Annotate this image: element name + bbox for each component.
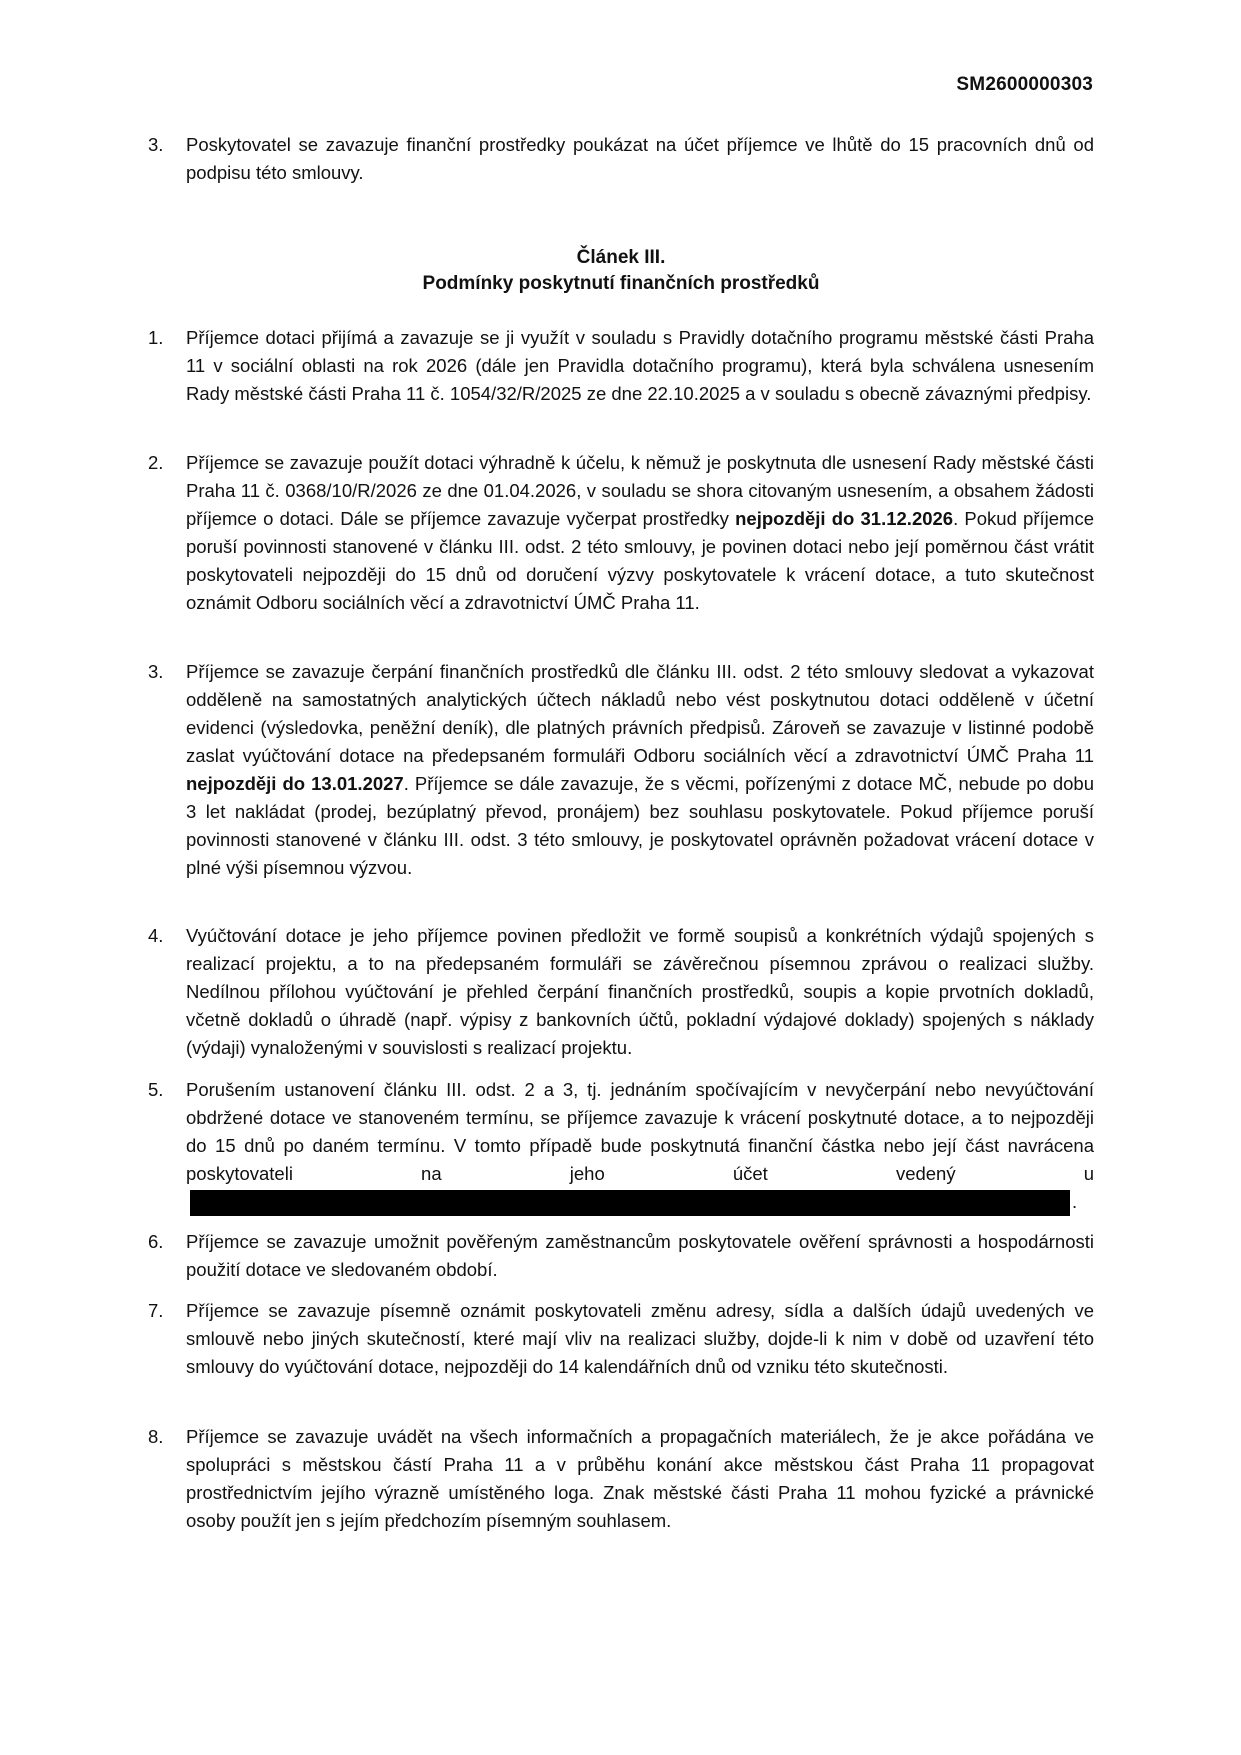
list-item-3 [148,658,1094,882]
document-id: SM2600000303 [956,74,1093,95]
item-text: Příjemce se zavazuje uvádět na všech informačních a propagačních materiálech, že je akce pořádána ve spolupráci s městskou částí Praha 11 a v průběhu konání akce městskou část Praha 11 propagovat prostřednictvím jejího výrazně umístěného loga. Znak městské části Praha 11 mohou fyzické a právnické osoby použít jen s jejím předchozím písemným souhlasem. [186,1426,1094,1531]
list-item-7 [148,1297,1094,1381]
item-text: Příjemce se zavazuje písemně oznámit poskytovateli změnu adresy, sídla a dalších údajů uvedených ve smlouvě nebo jiných skutečností, které mají vliv na realizaci služby, dojde-li k nim v době od uzavření této smlouvy do vyúčtování dotace, nejpozději do 14 kalendářních dnů od vzniku této skutečnosti. [186,1300,1094,1377]
item-text [186,449,1094,617]
redaction-bar [190,1190,1070,1216]
deadline-bold: nejpozději do 13.01.2027 [186,773,404,794]
list-item-prev-3 [148,131,1094,187]
item-number: 5. [148,1079,164,1100]
deadline-bold: nejpozději do 31.12.2026 [735,508,954,529]
item-text-part: Porušením ustanovení článku III. odst. 2 a 3, tj. jednáním spočívajícím v nevyčerpání nebo nevyúčtování obdržené dotace ve stanoveném termínu, se příjemce zavazuje k vrácení poskytnuté dotace, a to nejpozději do 15 dnů po daném termínu. V tomto případě bude poskytnutá finanční částka nebo její část navrácena poskytovateli na jeho účet vedený u [186,1079,1094,1184]
list-item-6 [148,1228,1094,1284]
list-item-1 [148,324,1094,408]
item-text [186,658,1094,882]
list-item-2 [148,449,1094,617]
list-item-4 [148,922,1094,1062]
item-text-part: . Pokud příjemce poruší povinnosti stanovené v článku III. odst. 2 této smlouvy, je povinen dotaci nebo její poměrnou část vrátit poskytovateli nejpozději do 15 dnů od doručení výzvy poskytovatele k vrácení dotace, a tuto skutečnost oznámit Odboru sociálních věcí a zdravotnictví ÚMČ Praha 11. [186,508,1094,613]
item-text-end: . [1072,1191,1078,1212]
article-title: Článek III. [576,247,666,268]
item-number: 6. [148,1231,164,1252]
item-number: 7. [148,1300,164,1321]
list-item-5 [148,1076,1094,1216]
item-number: 3. [148,661,164,682]
item-number: 8. [148,1426,164,1447]
item-text-part: Příjemce se zavazuje použít dotaci výhradně k účelu, k němuž je poskytnuta dle usnesení Rady městské části Praha 11 č. 0368/10/R/2026 ze dne 01.04.2026, v souladu se shora citovaným usnesením, a obsahem žádosti příjemce o dotaci. Dále se příjemce zavazuje vyčerpat prostředky [186,452,1094,529]
article-subtitle: Podmínky poskytnutí finančních prostředků [422,273,820,294]
item-number: 3. [148,134,164,155]
item-number: 1. [148,327,164,348]
item-number: 2. [148,452,164,473]
item-text-part: . Příjemce se dále zavazuje, že s věcmi, pořízenými z dotace MČ, nebude po dobu 3 let nakládat (prodej, bezúplatný převod, pronájem) bez souhlasu poskytovatele. Pokud příjemce poruší povinnosti stanovené v článku III. odst. 3 této smlouvy, je poskytovatel oprávněn požadovat vrácení dotace v plné výši písemnou výzvou. [186,773,1094,878]
item-text: Vyúčtování dotace je jeho příjemce povinen předložit ve formě soupisů a konkrétních výdajů spojených s realizací projektu, a to na předepsaném formuláři se závěrečnou písemnou zprávou o realizaci služby. Nedílnou přílohou vyúčtování je přehled čerpání finančních prostředků, soupis a kopie prvotních dokladů, včetně dokladů o úhradě (např. výpisy z bankovních účtů, pokladní výdajové doklady) spojených s náklady (výdaji) vynaloženými v souvislosti s realizací projektu. [186,925,1094,1058]
item-text: Příjemce se zavazuje umožnit pověřeným zaměstnancům poskytovatele ověření správnosti a hospodárnosti použití dotace ve sledovaném období. [186,1231,1094,1280]
item-text [186,1076,1094,1216]
item-text-part: Příjemce se zavazuje čerpání finančních prostředků dle článku III. odst. 2 této smlouvy sledovat a vykazovat odděleně na samostatných analytických účtech nákladů nebo vést poskytnutou dotaci odděleně v účetní evidenci (výsledovka, peněžní deník), dle platných právních předpisů. Zároveň se zavazuje v listinné podobě zaslat vyúčtování dotace na předepsaném formuláři Odboru sociálních věcí a zdravotnictví ÚMČ Praha 11 [186,661,1094,766]
item-number: 4. [148,925,164,946]
item-text: Poskytovatel se zavazuje finanční prostředky poukázat na účet příjemce ve lhůtě do 15 pracovních dnů od podpisu této smlouvy. [186,134,1094,183]
item-text: Příjemce dotaci přijímá a zavazuje se ji využít v souladu s Pravidly dotačního programu městské části Praha 11 v sociální oblasti na rok 2026 (dále jen Pravidla dotačního programu), která byla schválena usnesením Rady městské části Praha 11 č. 1054/32/R/2025 ze dne 22.10.2025 a v souladu s obecně závaznými předpisy. [186,327,1094,404]
list-item-8 [148,1423,1094,1535]
